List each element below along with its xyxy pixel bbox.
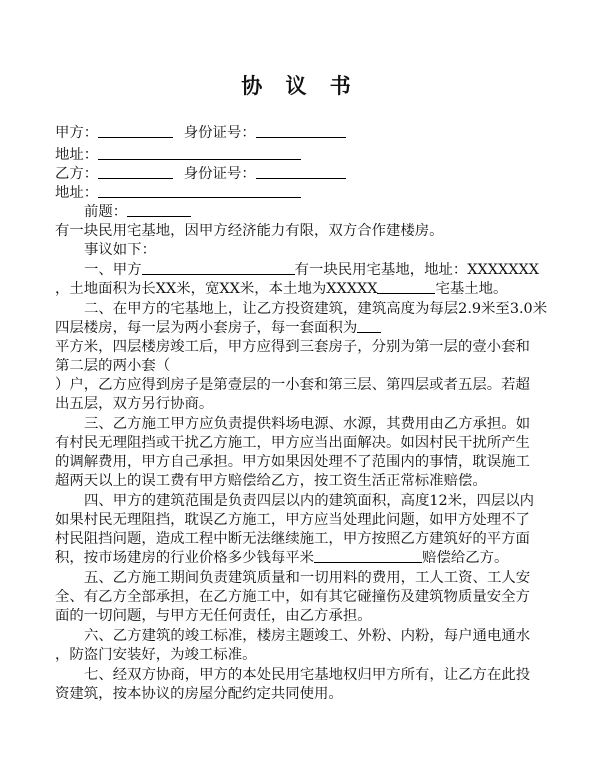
clause-1-line-2: [55, 279, 507, 299]
party-a-id-label: 身份证号：: [183, 125, 256, 141]
clause-2-area-blank: [357, 318, 381, 333]
clause-1-area: ，土地面积为长XX米，宽XX米，本土地为XXXXX: [55, 281, 378, 297]
party-b-id-label: 身份证号：: [183, 166, 256, 182]
party-a-id-blank: [256, 123, 346, 138]
clause-1-end: 有一块民用宅基地，地址：XXXXXXX: [294, 262, 539, 278]
text-line: 的调解费用，甲方自己承担。甲方如果因处理不了范围内的事情，耽误施工: [55, 454, 530, 470]
clause-4-price: 积，按市场建房的行业价格多少钱每平米: [55, 550, 315, 566]
text-line: 第二层的两小套（: [55, 358, 171, 374]
text-line: 出五层，双方另行协商。: [55, 396, 214, 412]
party-b-address-line: [55, 183, 301, 203]
text-line: 七、经双方协商，甲方的本处民用宅基地权归甲方所有，让乙方在此投: [84, 667, 531, 683]
text-line: 二、在甲方的宅基地上，让乙方投资建筑，建筑高度为每层2.9米至3.0米: [84, 301, 548, 317]
clause-4-price-blank: [314, 548, 422, 563]
party-b-id-blank: [256, 164, 346, 179]
clause-4-end: 赔偿给乙方。: [422, 550, 509, 566]
party-a-label: 甲方：: [55, 125, 99, 141]
text-line: ，防盗门安装好，为竣工标准。: [55, 647, 257, 663]
document-title: 协 议 书: [241, 73, 359, 98]
text-line: 有村民无理阻挡或干扰乙方施工，甲方应当出面解决。如因村民干扰所产生: [55, 435, 530, 451]
clause-4-line-4: [55, 548, 508, 568]
clause-1-start: 一、甲方: [84, 262, 142, 278]
clause-1-land-end: 宅基土地。: [435, 281, 508, 297]
party-b-address-label: 地址：: [55, 185, 99, 201]
party-a-line: [55, 123, 346, 143]
text-line: ）户，乙方应得到房子是第壹层的一小套和第三层、第四层或者五层。若超: [55, 377, 530, 393]
text-line: 平方米，四层楼房竣工后，甲方应得到三套房子，分别为第一层的壹小套和: [55, 339, 530, 355]
clause-1-line: [84, 260, 539, 280]
text-line: 村民阻挡问题，造成工程中断无法继续施工，甲方按照乙方建筑好的平方面: [55, 531, 530, 547]
preface-line: [84, 202, 191, 222]
text-line: 全、有乙方全部承担，在乙方施工中，如有其它碰撞伤及建筑物质量安全方: [55, 589, 530, 605]
text-line: 四、甲方的建筑范围是负责四层以内的建筑面积，高度12米，四层以内: [84, 493, 535, 509]
preface-blank: [127, 202, 191, 217]
text-line: 有一块民用宅基地，因甲方经济能力有限，双方合作建楼房。: [55, 223, 444, 239]
party-a-address-line: [55, 145, 301, 165]
text-line: 面的一切问题，与甲方无任何责任，由乙方承担。: [55, 608, 372, 624]
text-line: 事议如下：: [84, 242, 156, 258]
party-b-line: [55, 164, 346, 184]
clause-1-blank: [142, 260, 295, 275]
text-line: 三、乙方施工甲方应负责提供料场电源、水源，其费用由乙方承担。如: [84, 416, 531, 432]
text-line: 资建筑，按本协议的房屋分配约定共同使用。: [55, 686, 343, 702]
text-line: 六、乙方建筑的竣工标准，楼房主题竣工、外粉、内粉，每户通电通水: [84, 628, 531, 644]
clause-2-line-2: [55, 318, 381, 338]
party-a-address-label: 地址：: [55, 147, 99, 163]
party-a-blank: [98, 123, 173, 138]
party-b-label: 乙方：: [55, 166, 99, 182]
preface-label: 前题：: [84, 204, 128, 220]
party-b-blank: [98, 164, 173, 179]
party-a-address-blank: [98, 145, 301, 160]
text-line: 五、乙方施工期间负责建筑质量和一切用料的费用，工人工资、工人安: [84, 570, 531, 586]
text-line: 超两天以上的误工费有甲方赔偿给乙方，按工资生活正常标准赔偿。: [55, 473, 487, 489]
party-b-address-blank: [98, 183, 301, 198]
clause-1-land-blank: [377, 279, 435, 294]
text-line: 如果村民无理阻挡，耽误乙方施工，甲方应当处理此问题，如甲方处理不了: [55, 512, 530, 528]
clause-2-area: 四层楼房，每一层为两小套房子，每一套面积为: [55, 320, 358, 336]
